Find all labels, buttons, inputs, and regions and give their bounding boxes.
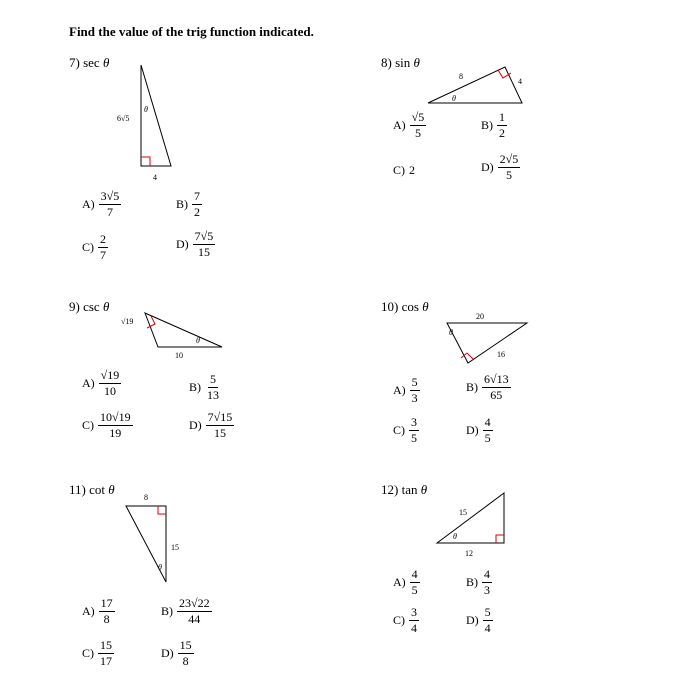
question-12-choice-a[interactable]: A) $\frac{4}{5}$ [393, 567, 418, 597]
question-7-choice-c[interactable]: C) $\frac{2}{7}$ [82, 232, 106, 262]
question-11-side-b: 15 [171, 543, 179, 552]
question-8-choice-b[interactable]: B) $\frac{1}{2}$ [481, 110, 505, 140]
question-9-choice-c[interactable]: C) $\frac{10√19}{19}$ [82, 410, 131, 440]
question-10-side-a: 20 [476, 312, 484, 321]
question-10-choice-b[interactable]: B) $\frac{6√13}{65}$ [466, 372, 509, 402]
question-11-choice-d[interactable]: D) $\frac{15}{8}$ [161, 638, 192, 668]
question-7-label: 7) sec θ [69, 55, 110, 70]
question-10-choice-c[interactable]: C) $\frac{3}{5}$ [393, 415, 417, 445]
question-11-choice-c[interactable]: C) $\frac{15}{17}$ [82, 638, 112, 668]
question-9-choice-b[interactable]: B) $\frac{5}{13}$ [189, 372, 219, 402]
question-10-choice-d[interactable]: D) $\frac{4}{5}$ [466, 415, 491, 445]
question-9-side-b: 10 [175, 351, 183, 360]
question-9-theta-label: θ [196, 336, 200, 345]
question-12-label: 12) tan θ [381, 482, 428, 497]
question-11-choice-a[interactable]: A) $\frac{17}{8}$ [82, 596, 113, 626]
question-10-choice-a[interactable]: A) $\frac{5}{3}$ [393, 375, 418, 405]
question-10-label: 10) cos θ [381, 299, 429, 314]
question-7-choice-a[interactable]: A) $\frac{3√5}{7}$ [82, 189, 120, 219]
question-8-choice-d[interactable]: D) $\frac{2√5}{5}$ [481, 152, 519, 182]
question-12-side-b: 12 [465, 549, 473, 558]
question-7-side-a: 6√5 [117, 114, 130, 123]
question-12-choice-d[interactable]: D) $\frac{5}{4}$ [466, 605, 491, 635]
question-10-side-b: 16 [497, 350, 505, 359]
question-11-theta-label: θ [158, 563, 162, 572]
question-11-label: 11) cot θ [69, 482, 115, 497]
question-12-choice-b[interactable]: B) $\frac{4}{3}$ [466, 567, 490, 597]
question-7-side-b: 4 [153, 173, 157, 182]
question-8-theta-label: θ [452, 94, 456, 103]
question-12-theta-label: θ [453, 532, 457, 541]
question-12-side-a: 15 [459, 508, 467, 517]
question-8-choice-a[interactable]: A) $\frac{√5}{5}$ [393, 110, 425, 140]
question-12-choice-c[interactable]: C) $\frac{3}{4}$ [393, 605, 417, 635]
question-8-side-a: 8 [459, 72, 463, 81]
question-10-theta-label: θ [449, 328, 453, 337]
question-11-side-a: 8 [144, 493, 148, 502]
question-7-choice-b[interactable]: B) $\frac{7}{2}$ [176, 189, 200, 219]
worksheet-title: Find the value of the trig function indicated. [69, 24, 314, 39]
question-8-choice-c[interactable]: C) 2 [393, 163, 415, 177]
question-8-label: 8) sin θ [381, 55, 420, 70]
question-9-choice-d[interactable]: D) $\frac{7√15}{15}$ [189, 410, 233, 440]
question-11-choice-b[interactable]: B) $\frac{23√22}{44}$ [161, 596, 210, 626]
question-8-side-b: 4 [518, 77, 522, 86]
question-9-label: 9) csc θ [69, 299, 110, 314]
question-9-side-a: √19 [121, 317, 134, 326]
question-7-choice-d[interactable]: D) $\frac{7√5}{15}$ [176, 229, 214, 259]
question-7-theta-label: θ [144, 105, 148, 114]
question-9-choice-a[interactable]: A) $\frac{√19}{10}$ [82, 368, 120, 398]
